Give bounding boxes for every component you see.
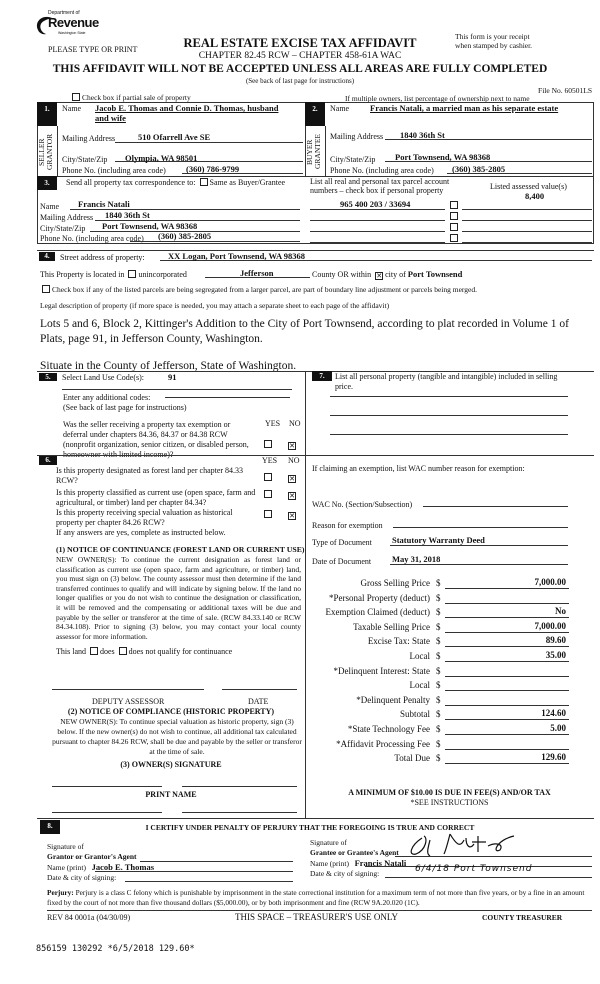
buyer-mailing-address[interactable]: 1840 36th St: [400, 130, 445, 140]
treasurer-space-label: THIS SPACE – TREASURER'S USE ONLY: [235, 912, 399, 922]
owner-signature-label: (3) OWNER(S) SIGNATURE: [120, 760, 222, 769]
land-use-code[interactable]: 91: [168, 372, 177, 382]
fee-label: *Affidavit Processing Fee: [336, 738, 430, 749]
fee-value[interactable]: 129.60: [541, 752, 566, 763]
legal-description[interactable]: Lots 5 and 6, Block 2, Kittinger's Addition to the City of Port Townsend, according to plat recorded in Volume 1 of Plats, page 91, in Jefferson County, Washington. Situate in the County of Jefferson, State of Washington.: [40, 318, 569, 372]
notice-continuance-text: NEW OWNER(S): To continue the current designation as forest land or classification as current use (open space, farm and agriculture, or timber) land, you must sign on (3) below. The county assessor must then determine if the land transferred continues to qualify and will indicate by signing below. If the land no longer qualifies or you do not wish to continue the designation or classification, it will be removed and the compensating or additional taxes will be due and payable by the seller or transferor at the time of sale. (RCW 84.33.140 or RCW 84.34.108). Prior to signing (3) below, you may contact your local county assessor for more information.: [56, 555, 301, 641]
unincorporated-checkbox[interactable]: [128, 270, 136, 278]
fee-label: Total Due: [394, 753, 430, 764]
exemption-no-checkbox-checked[interactable]: ✕: [289, 442, 295, 450]
document-date[interactable]: May 31, 2018: [392, 554, 441, 564]
currency-sign: $: [436, 753, 441, 764]
notice-continuance-title: (1) NOTICE OF CONTINUANCE (FOREST LAND OR CURRENT USE): [56, 545, 305, 554]
forest-land-question: Is this property designated as forest land per chapter 84.33 RCW?: [56, 466, 244, 485]
currency-sign: $: [436, 709, 441, 720]
seller-mailing-address[interactable]: 510 Ofarrell Ave SE: [138, 132, 211, 142]
fee-label: Exemption Claimed (deduct): [325, 607, 430, 618]
fee-label: *State Technology Fee: [347, 724, 430, 734]
currency-sign: $: [436, 621, 441, 632]
fee-value[interactable]: 7,000.00: [534, 620, 566, 631]
parcel-number[interactable]: 965 400 203 / 33694: [340, 199, 411, 209]
correspondence-city[interactable]: Port Townsend, WA 98368: [102, 221, 198, 231]
additional-codes-label: Enter any additional codes: (See back of last page for instructions): [63, 393, 187, 412]
personal-property-label: List all personal property (tangible and intangible) included in selling price.: [335, 372, 558, 391]
dor-logo: Department of Revenue Washington State: [34, 10, 96, 40]
fee-label: *Personal Property (deduct): [329, 592, 430, 603]
historical-no-checkbox-checked[interactable]: ✕: [289, 512, 295, 520]
current-use-question: Is this property classified as current use (open space, farm and agricultural, or timber) land per chapter 84.34?: [56, 488, 256, 507]
grantor-date-city-line[interactable]: [125, 881, 293, 882]
correspondence-mailing-address[interactable]: 1840 36th St: [105, 210, 150, 220]
minimum-due-note: A MINIMUM OF $10.00 IS DUE IN FEE(S) AND/OR TAX: [348, 788, 551, 797]
grantor-signature-block: Signature of Grantor or Grantor's Agent Name (print) Jacob E. Thomas Date & city of signing:: [47, 842, 155, 882]
section-1-number: 1.: [37, 102, 57, 126]
exemption-question: Was the seller receiving a property tax exemption or deferral under chapters 84.36, 84.37 or 84.38 RCW (nonprofit organization, senior citizen, or disabled person, homeowner with limited income)?: [63, 420, 249, 459]
same-as-buyer-checkbox[interactable]: [200, 178, 208, 186]
personal-property-line[interactable]: [330, 396, 568, 397]
currency-sign: $: [436, 578, 441, 588]
see-instructions-note: *SEE INSTRUCTIONS: [410, 798, 489, 807]
fee-field[interactable]: [445, 593, 569, 604]
owner-signature-line[interactable]: [52, 786, 162, 787]
section-8-number: 8.: [40, 820, 60, 834]
fee-label: Subtotal: [399, 709, 430, 720]
fee-field[interactable]: [445, 666, 569, 677]
fee-value[interactable]: No: [555, 606, 566, 617]
seller-city[interactable]: Olympia, WA 98501: [125, 153, 198, 163]
segregated-checkbox[interactable]: Check box if any of the listed parcels are being segregated from a larger parcel, are part of boundary line adjustment or parcels being merged.: [40, 285, 477, 294]
exemption-yes-checkbox[interactable]: [262, 440, 274, 449]
assessed-value[interactable]: 8,400: [525, 191, 545, 201]
fee-label: *Delinquent Penalty: [356, 694, 430, 705]
fee-field[interactable]: [445, 607, 569, 618]
perjury-notice: Perjury: Perjury is a class C felony which is punishable by imprisonment in the state correctional institution for a maximum term of not more than five years, or by a fine in an amount fixed by the court of not more than five thousand dollars ($5,000.00), or by both imprisonment and fine (RCW 9A.20.020 (1C).: [47, 888, 585, 907]
seller-phone[interactable]: (360) 786-9799: [186, 164, 240, 174]
buyer-phone[interactable]: (360) 385-2805: [452, 164, 506, 174]
parcel-list-label: List all real and personal tax parcel account numbers – check box if personal property: [310, 177, 450, 195]
city-checkbox-checked[interactable]: ✕: [376, 272, 383, 280]
grantor-signature-line[interactable]: [140, 861, 293, 862]
fee-label: Excise Tax: State: [367, 636, 430, 647]
grantee-date-city[interactable]: 6/4/18 Port Townsend: [415, 864, 533, 874]
county-treasurer-label: COUNTY TREASURER: [482, 913, 563, 922]
assessed-value-label: Listed assessed value(s): [490, 182, 567, 191]
section-2-number: 2.: [305, 102, 325, 126]
section-6-number: 6.: [39, 456, 57, 465]
certify-statement: I CERTIFY UNDER PENALTY OF PERJURY THAT THE FOREGOING IS TRUE AND CORRECT: [145, 823, 475, 832]
seller-name[interactable]: Jacob E. Thomas and Connie D. Thomas, husband: [95, 103, 279, 113]
property-city: Port Townsend: [407, 269, 463, 279]
currency-sign: $: [436, 636, 441, 647]
fee-value[interactable]: 35.00: [545, 650, 566, 660]
additional-codes-input[interactable]: [165, 388, 290, 398]
legal-description-label: Legal description of property (if more space is needed, you may attach a separate sheet to each page of the affidavit): [40, 301, 390, 310]
section-7-number: 7.: [312, 371, 332, 381]
grantee-print-name: Francis Natali: [354, 858, 407, 868]
forest-no-checkbox-checked[interactable]: ✕: [289, 475, 295, 483]
wac-number-input[interactable]: [423, 497, 568, 507]
fee-label: Local: [409, 651, 430, 661]
currency-sign: $: [436, 680, 441, 691]
currency-sign: $: [436, 651, 441, 661]
fee-value[interactable]: 7,000.00: [534, 577, 566, 587]
grantor-print-name: Jacob E. Thomas: [91, 862, 155, 872]
section-4-number: 4.: [39, 252, 55, 261]
seller-grantor-label: SELLER GRANTOR: [37, 133, 54, 171]
qualify-continuance-line: This land does does not qualify for continuance: [56, 647, 233, 656]
form-chapter: CHAPTER 82.45 RCW – CHAPTER 458-61A WAC: [198, 51, 402, 61]
currency-sign: $: [436, 724, 441, 734]
fee-field[interactable]: [445, 680, 569, 691]
fee-value[interactable]: 5.00: [550, 723, 566, 733]
notice-compliance-title: (2) NOTICE OF COMPLIANCE (HISTORIC PROPERTY): [67, 707, 275, 716]
fee-label: Taxable Selling Price: [353, 621, 430, 632]
currency-sign: $: [436, 738, 441, 749]
forest-yes-checkbox[interactable]: [262, 473, 274, 482]
fee-value[interactable]: 124.60: [541, 708, 566, 719]
form-title: REAL ESTATE EXCISE TAX AFFIDAVIT: [183, 36, 417, 50]
current-use-no-checkbox-checked[interactable]: ✕: [289, 492, 295, 500]
property-location-line: This Property is located in unincorporated: [40, 270, 187, 279]
fee-value[interactable]: 89.60: [545, 635, 566, 646]
buyer-grantee-label: BUYER GRANTEE: [305, 134, 322, 170]
buyer-name[interactable]: Francis Natali, a married man as his separate estate: [370, 103, 559, 113]
fee-label: Gross Selling Price: [360, 578, 430, 588]
file-number: File No. 60501LS: [538, 86, 592, 95]
property-county[interactable]: Jefferson: [240, 268, 274, 278]
correspondence-label: Send all property tax correspondence to: Same as Buyer/Grantee: [66, 178, 286, 187]
personal-property-checkboxes[interactable]: [448, 200, 460, 244]
does-checkbox[interactable]: [90, 647, 98, 655]
form-revision: REV 84 0001a (04/30/09): [47, 913, 131, 922]
section-5-number: 5.: [39, 373, 57, 381]
cashier-stamp: 856159 130292 *6/5/2018 129.60*: [36, 944, 195, 954]
receipt-note: This form is your receipt when stamped by cashier.: [455, 32, 533, 50]
currency-sign: $: [436, 694, 441, 705]
see-back-note: (See back of last page for instructions): [245, 77, 355, 85]
currency-sign: $: [436, 592, 441, 603]
document-type[interactable]: Statutory Warranty Deed: [392, 535, 485, 545]
multiple-owners-note: If multiple owners, list percentage of ownership next to name: [345, 94, 530, 103]
historical-question: Is this property receiving special valuation as historical property per chapter 84.26 RCW? If any answers are yes, complete as instructed below.: [56, 508, 233, 537]
seller-name-cont[interactable]: and wife: [95, 113, 126, 123]
currency-sign: $: [436, 607, 441, 618]
correspondence-name[interactable]: Francis Natali: [78, 199, 130, 209]
buyer-city[interactable]: Port Townsend, WA 98368: [395, 152, 491, 162]
partial-sale-checkbox[interactable]: Check box if partial sale of property: [70, 93, 191, 102]
does-not-checkbox[interactable]: [119, 647, 127, 655]
historical-yes-checkbox[interactable]: [262, 510, 274, 519]
notice-compliance-text: NEW OWNER(S): To continue special valuation as historic property, sign (3) below. If the new owner(s) do not wish to continue, all additional tax calculated pursuant to chapter 84.26 RCW, shall be due and payable by the seller or transferor at the time of sale.: [52, 717, 302, 756]
property-street-address[interactable]: XX Logan, Port Townsend, WA 98368: [168, 251, 306, 261]
current-use-yes-checkbox[interactable]: [262, 490, 274, 499]
fee-field[interactable]: [445, 739, 569, 750]
fee-label: *Delinquent Interest: State: [333, 665, 430, 676]
fee-label: Local: [409, 680, 430, 691]
exemption-reason-input[interactable]: [393, 518, 568, 528]
grantee-signature-block: Signature of Grantee or Grantee's Agent Name (print) Francis Natali Date & city of signing:: [310, 838, 407, 878]
warning-banner: THIS AFFIDAVIT WILL NOT BE ACCEPTED UNLESS ALL AREAS ARE FULLY COMPLETED: [52, 63, 548, 75]
section-3-number: 3.: [37, 176, 57, 190]
fee-field[interactable]: [445, 695, 569, 706]
please-type-note: PLEASE TYPE OR PRINT: [48, 45, 138, 54]
currency-sign: $: [436, 665, 441, 676]
correspondence-phone[interactable]: (360) 385-2805: [158, 231, 212, 241]
